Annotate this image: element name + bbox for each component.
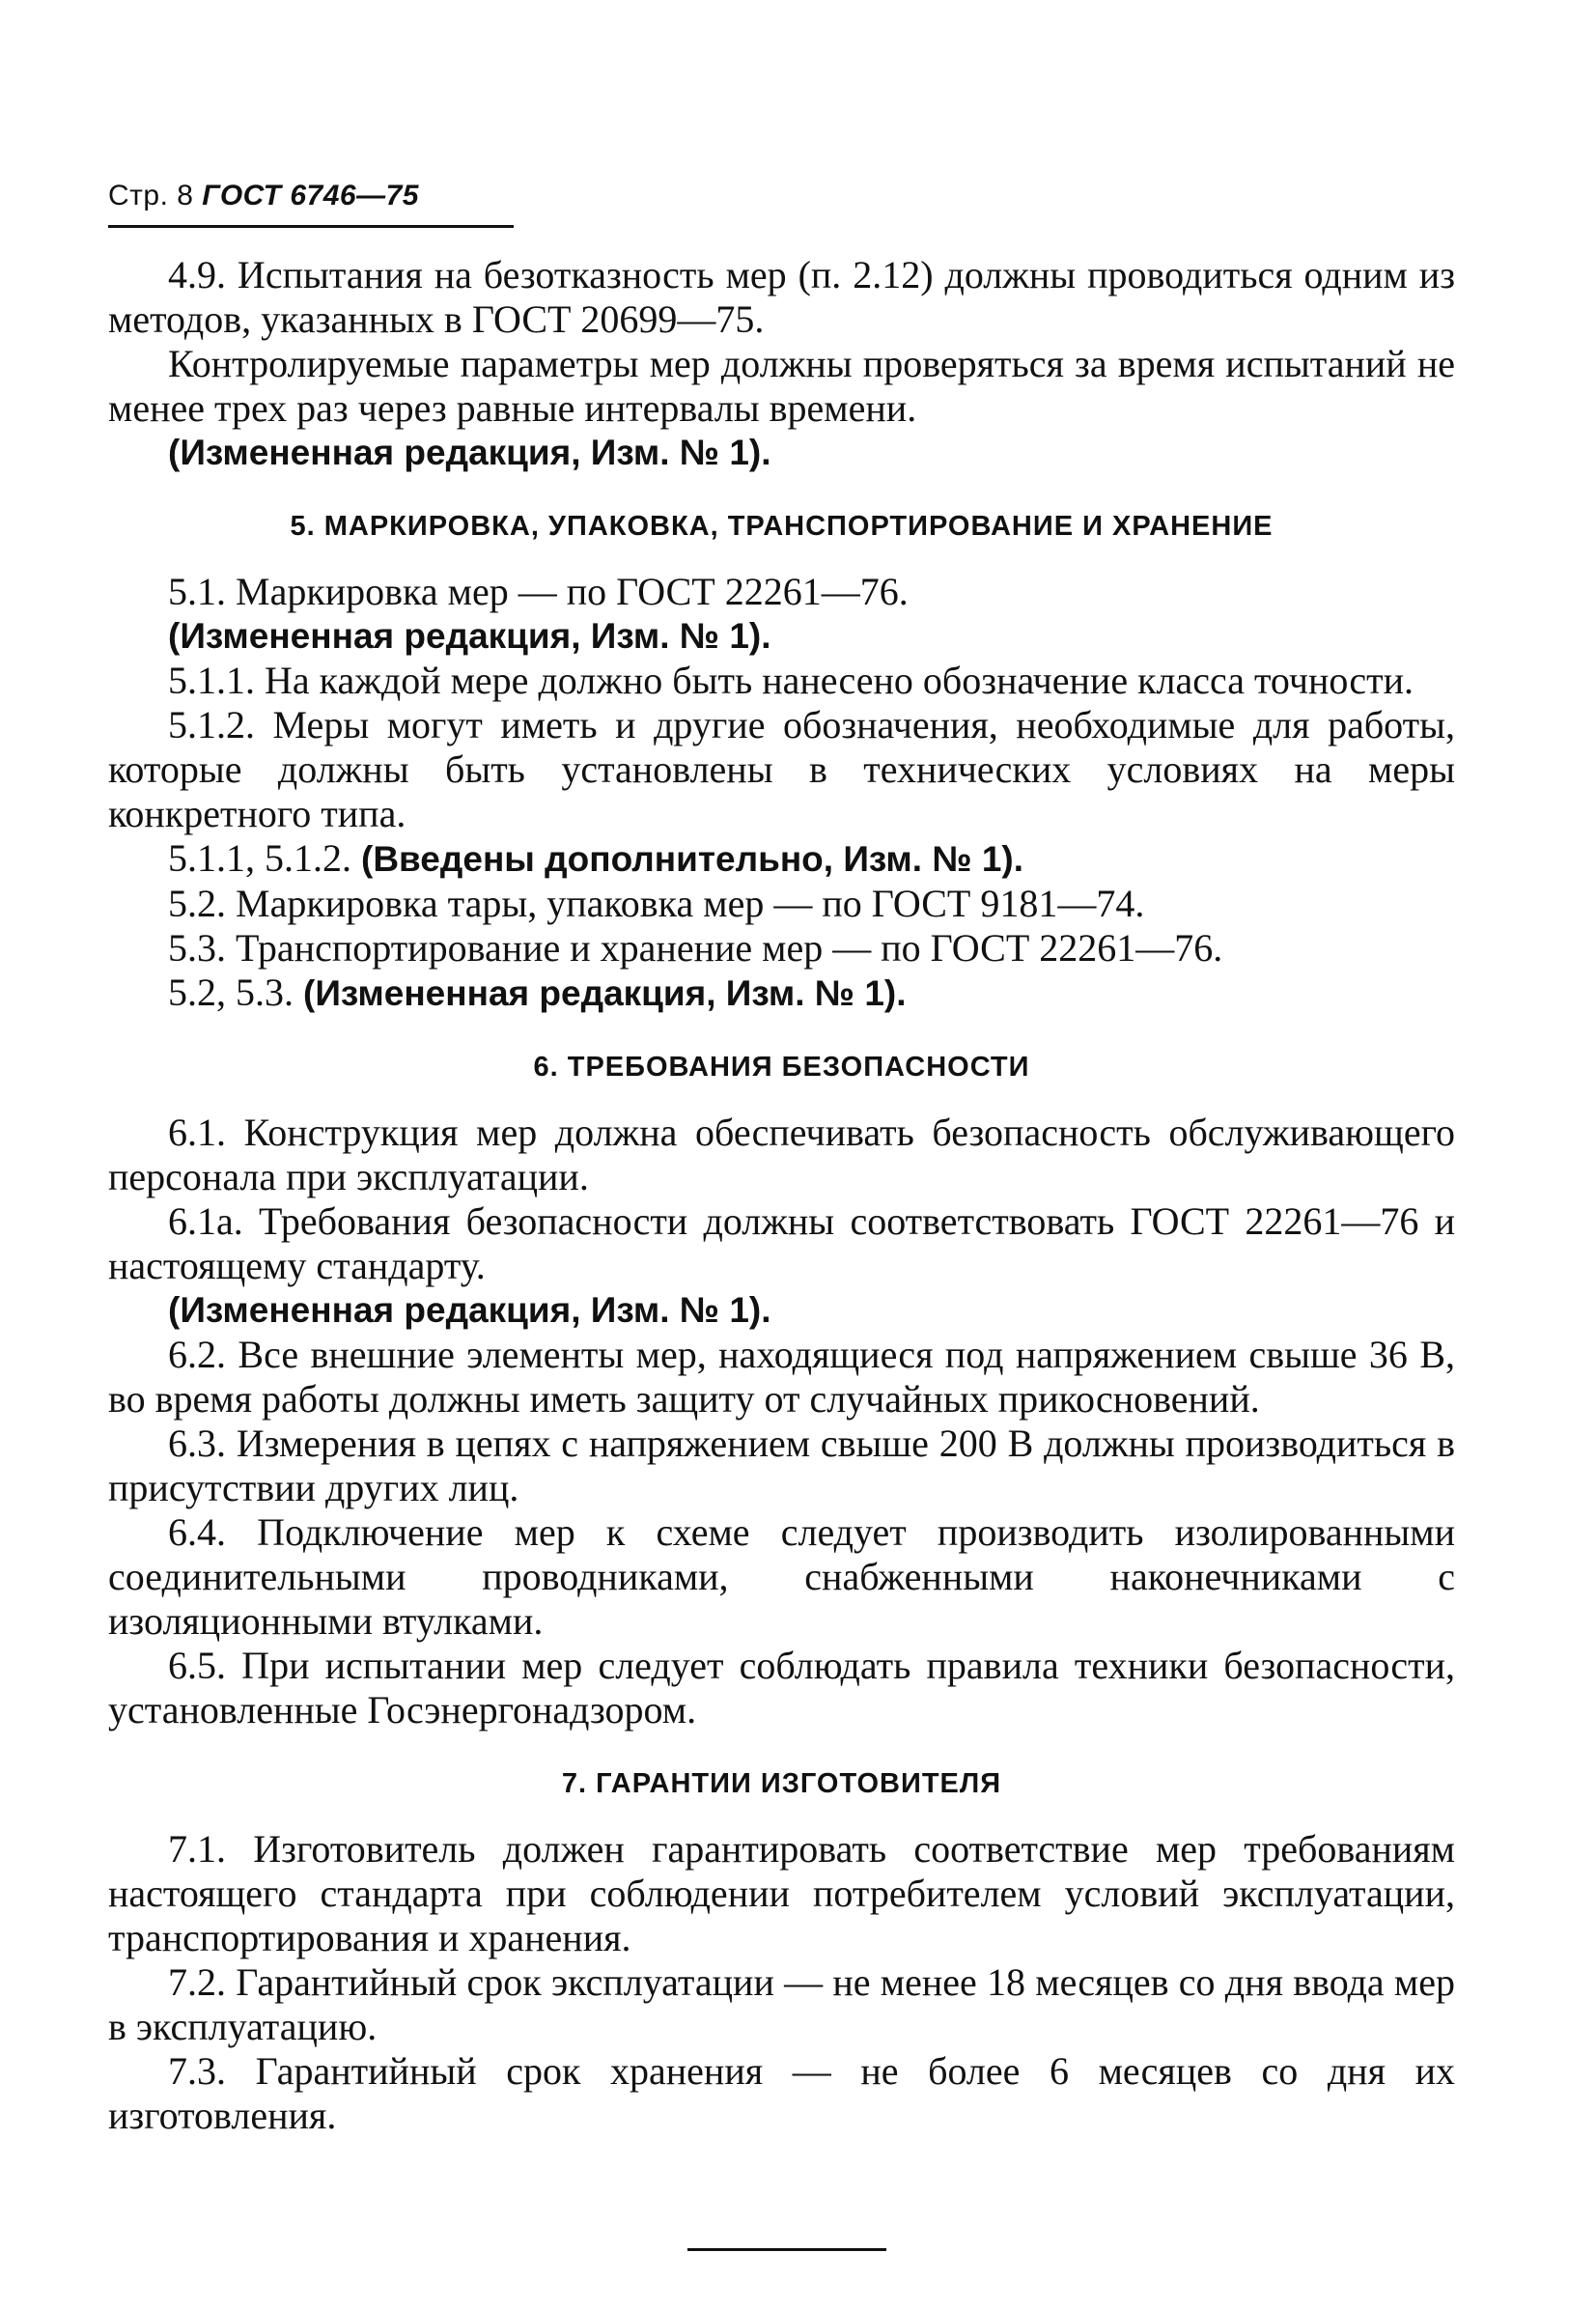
note-text: (Измененная редакция, Изм. № 1).: [303, 973, 907, 1013]
standard-number: ГОСТ 6746—75: [202, 180, 419, 211]
section-5-title: 5. МАРКИРОВКА, УПАКОВКА, ТРАНСПОРТИРОВАНИЕ И ХРАНЕНИЕ: [290, 511, 1274, 542]
clause-5-1: 5.1. Маркировка мер — по ГОСТ 22261—76.: [168, 570, 909, 613]
clause-5-2: 5.2. Маркировка тары, упаковка мер — по ГОСТ 9181—74.: [168, 882, 1145, 925]
clause-7-3: 7.3. Гарантийный срок хранения — не более 6 месяцев со дня их изготовления.: [108, 2049, 1455, 2137]
amendment-note: (Измененная редакция, Изм. № 1).: [168, 616, 771, 656]
end-of-page-rule: [687, 2248, 886, 2251]
header-divider: [108, 225, 514, 228]
note-clause-refs: 5.1.1, 5.1.2.: [168, 836, 351, 880]
clause-6-2: 6.2. Все внешние элементы мер, находящиеся под напряжением свыше 36 В, во время работы должны иметь защиту от случайных прикосновений.: [108, 1333, 1455, 1421]
clause-6-5: 6.5. При испытании мер следует соблюдать правила техники безопасности, установленные Госэнергонадзором.: [108, 1644, 1455, 1732]
note-clause-refs: 5.2, 5.3.: [168, 971, 294, 1014]
page-number: Стр. 8: [108, 180, 194, 211]
section-6-title: 6. ТРЕБОВАНИЯ БЕЗОПАСНОСТИ: [533, 1052, 1030, 1083]
clause-6-4: 6.4. Подключение мер к схеме следует производить изолированными соединительными проводниками, снабженными наконечниками с изоляционными втулками.: [108, 1510, 1455, 1643]
section-7-title: 7. ГАРАНТИИ ИЗГОТОВИТЕЛЯ: [561, 1768, 1002, 1799]
clause-6-1a: 6.1а. Требования безопасности должны соответствовать ГОСТ 22261—76 и настоящему стандарту.: [108, 1199, 1455, 1287]
clause-6-3: 6.3. Измерения в цепях с напряжением свыше 200 В должны производиться в присутствии других лиц.: [108, 1422, 1455, 1509]
clause-5-1-1: 5.1.1. На каждой мере должно быть нанесено обозначение класса точности.: [168, 659, 1414, 702]
clause-4-9-continuation: Контролируемые параметры мер должны проверяться за время испытаний не менее трех раз через равные интервалы времени.: [108, 342, 1455, 430]
clause-4-9: 4.9. Испытания на безотказность мер (п. 2.12) должны проводиться одним из методов, указанных в ГОСТ 20699—75.: [108, 253, 1455, 341]
amendment-note: (Измененная редакция, Изм. № 1).: [168, 1290, 771, 1330]
clause-5-1-2: 5.1.2. Меры могут иметь и другие обозначения, необходимые для работы, которые должны быть установлены в технических условиях на меры конкретного типа.: [108, 703, 1455, 835]
clause-6-1: 6.1. Конструкция мер должна обеспечивать безопасность обслуживающего персонала при эксплуатации.: [108, 1111, 1455, 1198]
clause-5-3: 5.3. Транспортирование и хранение мер — по ГОСТ 22261—76.: [168, 926, 1223, 970]
document-body: [108, 253, 1455, 2138]
clause-5-2-5-3-note: [108, 971, 1455, 1016]
page-header: [108, 180, 419, 212]
amendment-note: (Измененная редакция, Изм. № 1).: [168, 433, 771, 472]
clause-7-1: 7.1. Изготовитель должен гарантировать соответствие мер требованиям настоящего стандарта при соблюдении потребителем условий эксплуатации, транспортирования и хранения.: [108, 1827, 1455, 1959]
note-text: (Введены дополнительно, Изм. № 1).: [361, 839, 1024, 879]
clause-7-2: 7.2. Гарантийный срок эксплуатации — не менее 18 месяцев со дня ввода мер в эксплуатацию.: [108, 1960, 1455, 2048]
clause-5-1-1-5-1-2-note: [108, 836, 1455, 882]
